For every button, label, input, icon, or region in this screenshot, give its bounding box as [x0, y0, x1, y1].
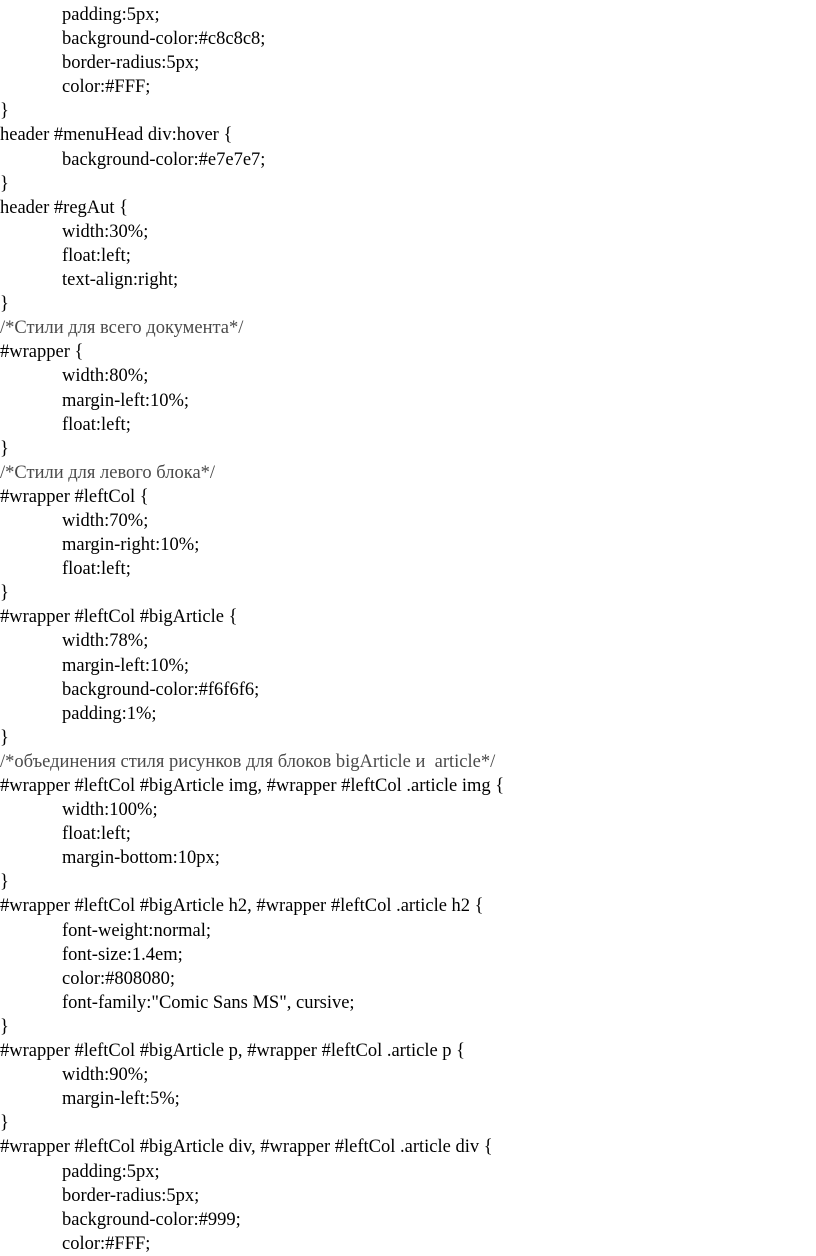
code-comment-line: /*Стили для левого блока*/ — [0, 462, 216, 483]
code-line: padding:1%; — [62, 703, 157, 724]
code-line: margin-bottom:10px; — [62, 848, 220, 869]
code-line: } — [0, 294, 9, 315]
code-line: color:#808080; — [62, 968, 176, 989]
code-line: #wrapper #leftCol #bigArticle h2, #wrapper #leftCol .article h2 { — [0, 896, 484, 917]
code-line: width:100%; — [62, 800, 158, 821]
code-line: } — [0, 872, 9, 893]
code-line: } — [0, 438, 9, 459]
code-line: background-color:#c8c8c8; — [62, 29, 266, 50]
code-line: } — [0, 727, 9, 748]
code-line: color:#FFF; — [62, 1233, 151, 1254]
code-line: text-align:right; — [62, 270, 179, 291]
code-line: } — [0, 1113, 9, 1134]
code-line: #wrapper #leftCol #bigArticle p, #wrapper #leftCol .article p { — [0, 1041, 466, 1062]
code-line: #wrapper #leftCol #bigArticle { — [0, 607, 238, 628]
code-line: #wrapper #leftCol #bigArticle div, #wrapper #leftCol .article div { — [0, 1137, 493, 1158]
code-line: margin-right:10%; — [62, 535, 200, 556]
code-line: border-radius:5px; — [62, 53, 200, 74]
code-line: #wrapper #leftCol #bigArticle img, #wrapper #leftCol .article img { — [0, 776, 505, 796]
code-line: header #menuHead div:hover { — [0, 125, 233, 146]
code-line: width:90%; — [62, 1065, 149, 1086]
code-line: background-color:#999; — [62, 1209, 241, 1230]
code-line: margin-left:10%; — [62, 390, 190, 411]
code-line: header #regAut { — [0, 197, 129, 218]
code-line: #wrapper #leftCol { — [0, 486, 149, 507]
code-line: float:left; — [62, 824, 131, 845]
code-line: float:left; — [62, 414, 131, 435]
code-line: width:70%; — [62, 510, 149, 531]
code-line: float:left; — [62, 245, 131, 266]
code-line: } — [0, 101, 9, 122]
code-line: font-size:1.4em; — [62, 944, 183, 965]
code-line: } — [0, 173, 9, 194]
code-comment-line: /*Стили для всего документа*/ — [0, 318, 244, 339]
code-line: background-color:#e7e7e7; — [62, 149, 266, 170]
code-line: font-family:"Comic Sans MS", cursive; — [62, 992, 355, 1013]
code-line: } — [0, 1016, 9, 1037]
code-line: padding:5px; — [62, 5, 160, 25]
code-line: float:left; — [62, 559, 131, 580]
code-line: width:80%; — [62, 366, 149, 387]
code-line: font-weight:normal; — [62, 920, 211, 941]
code-line: width:30%; — [62, 221, 149, 242]
code-line: } — [0, 583, 9, 604]
code-line: border-radius:5px; — [62, 1185, 200, 1206]
code-line: margin-left:10%; — [62, 655, 190, 676]
code-line: background-color:#f6f6f6; — [62, 679, 260, 700]
code-line: width:78%; — [62, 631, 149, 652]
code-line: padding:5px; — [62, 1161, 160, 1182]
code-line: color:#FFF; — [62, 77, 151, 98]
code-comment-line: /*объединения стиля рисунков для блоков bigArticle и article*/ — [0, 751, 496, 772]
code-line: #wrapper { — [0, 342, 84, 363]
code-line: margin-left:5%; — [62, 1089, 180, 1110]
